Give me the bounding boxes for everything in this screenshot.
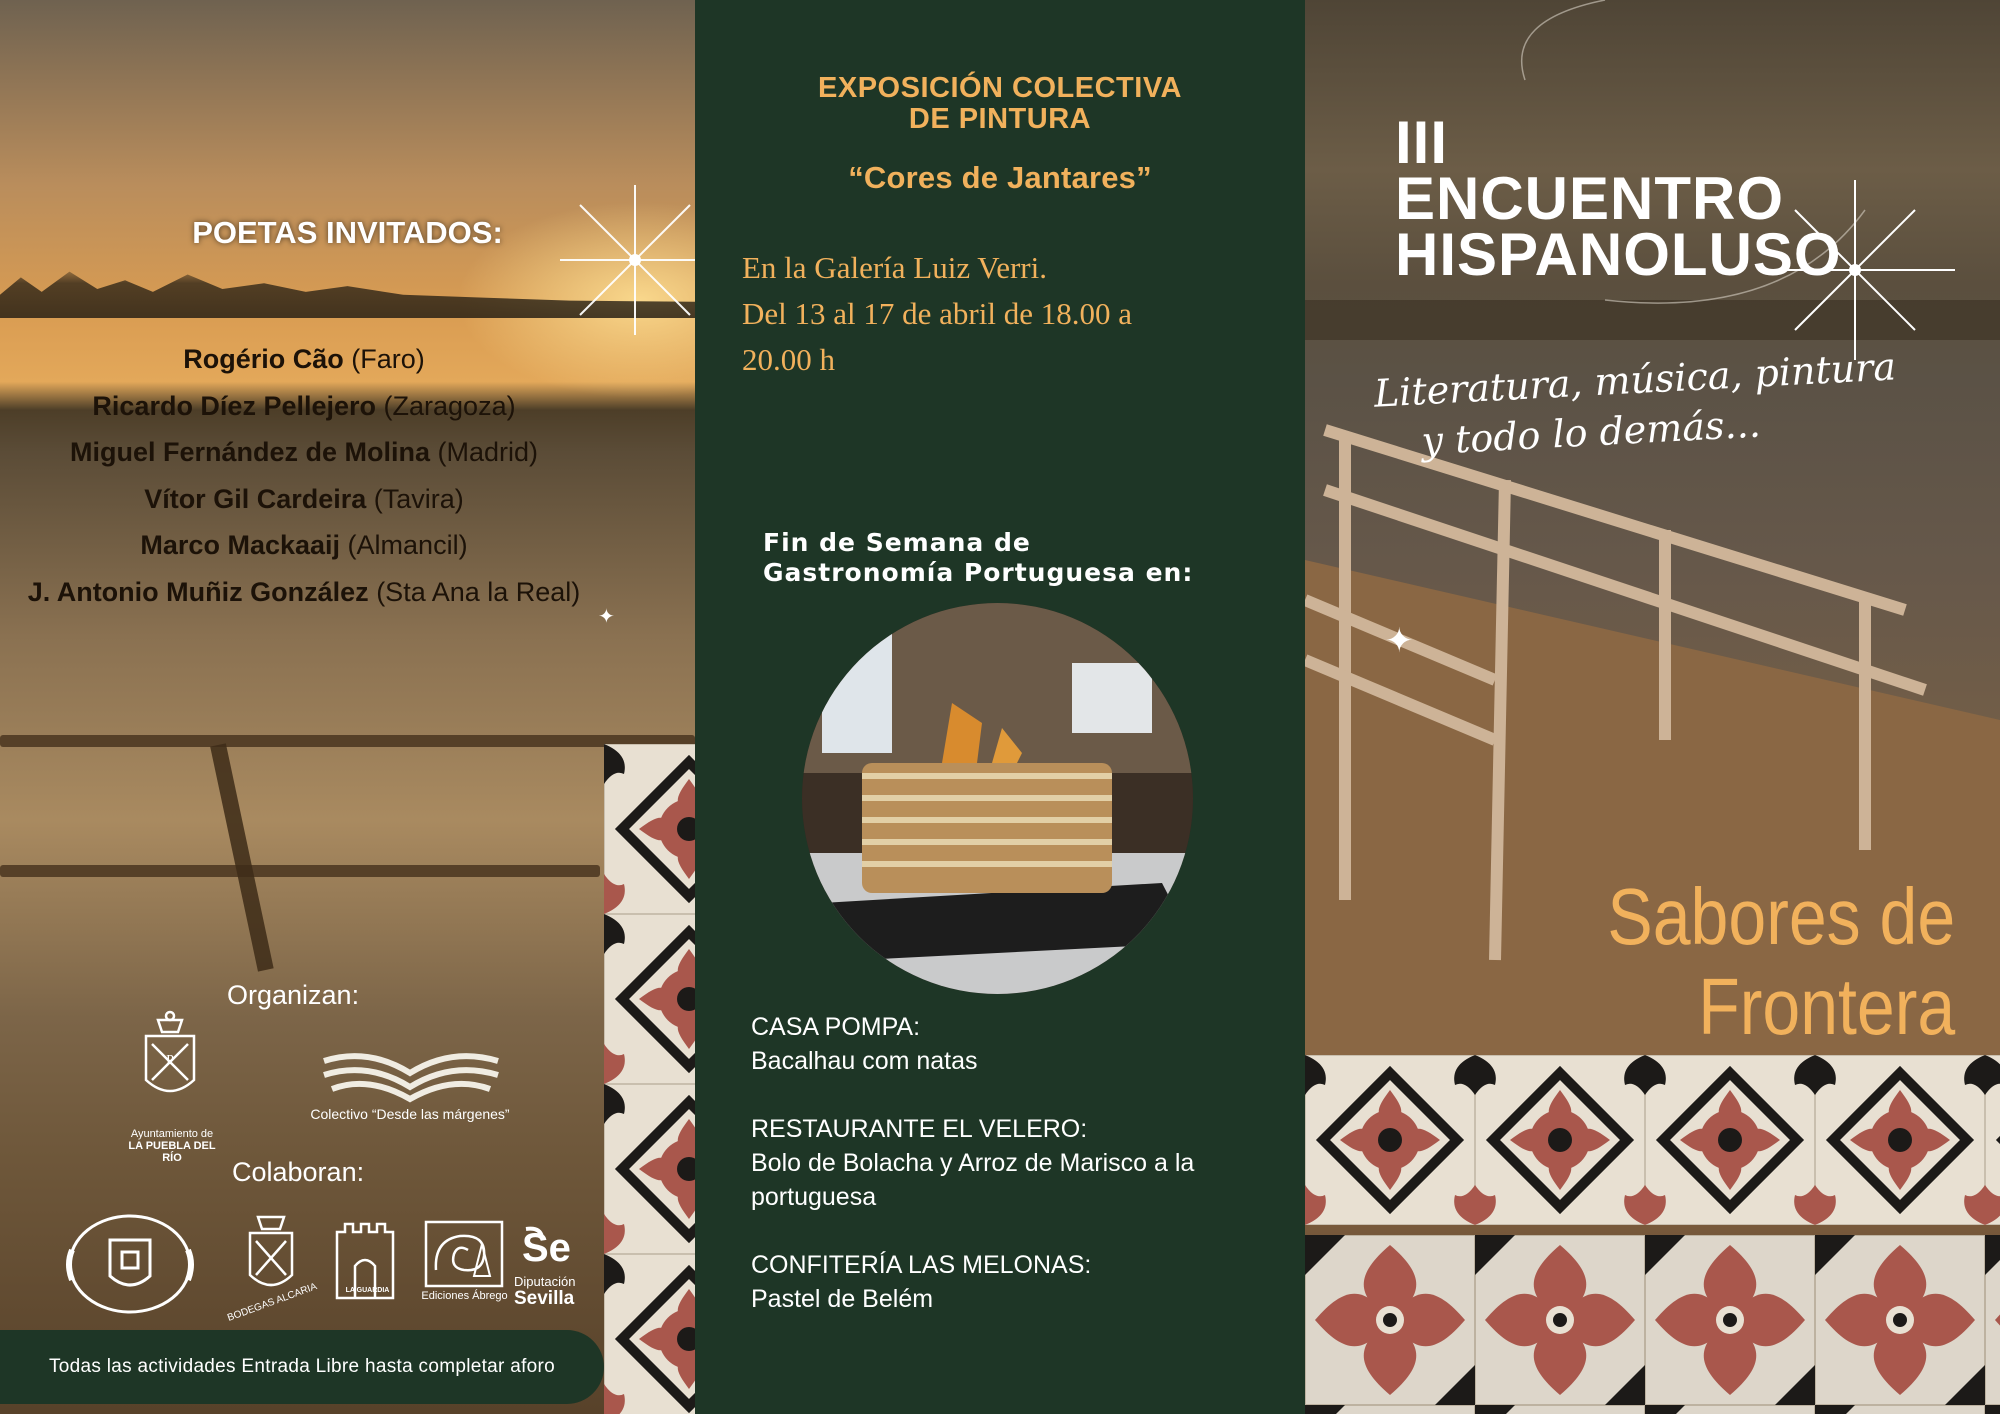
list-item	[0, 383, 608, 430]
cake-photo	[802, 603, 1193, 994]
left-panel	[0, 0, 695, 1414]
gallery-line2: Del 13 al 17 de abril de 18.00 a	[742, 296, 1132, 331]
bodegas-caption: BODEGAS ALCARIA	[226, 1281, 319, 1324]
portuguese-crest-icon	[62, 1210, 198, 1318]
gastronomy-heading-line2: Gastronomía Portuguesa en:	[763, 558, 1194, 587]
list-item	[0, 476, 608, 523]
poet-name: J. Antonio Muñiz González	[27, 576, 369, 607]
poet-place: (Tavira)	[373, 483, 464, 514]
diputacion-caption-line2: Sevilla	[514, 1288, 575, 1309]
ayuntamiento-caption-line1: Ayuntamiento de	[130, 1128, 214, 1140]
event-title-line2: ENCUENTRO	[1395, 165, 1785, 232]
poet-place: (Almancil)	[347, 530, 468, 560]
event-title-numeral: III	[1395, 109, 1449, 176]
abrego-logo-icon	[424, 1220, 504, 1288]
sabores-title-line1: Sabores de	[1607, 872, 1955, 961]
list-item	[751, 1112, 1251, 1214]
railing-mid	[0, 865, 600, 877]
restaurant-dish: Pastel de Belém	[751, 1285, 934, 1313]
tile-row-bottom	[1305, 1235, 2000, 1414]
diputacion-caption	[514, 1275, 594, 1309]
restaurant-list	[751, 1010, 1251, 1350]
svg-text:Ρ: Ρ	[166, 1053, 174, 1068]
poets-list	[0, 336, 608, 615]
middle-panel	[695, 0, 1305, 1414]
ayuntamiento-crest-icon	[128, 1010, 212, 1125]
exhibition-title-line1: EXPOSICIÓN COLECTIVA	[818, 72, 1182, 104]
guardia-caption: LA GUARDIA	[345, 1287, 390, 1294]
diputacion-logo-icon	[522, 1225, 590, 1267]
restaurant-name: CONFITERÍA LAS MELONAS:	[751, 1251, 1092, 1279]
gallery-line3: 20.00 h	[742, 342, 835, 377]
exhibition-title	[695, 73, 1305, 135]
poet-name: Marco Mackaaij	[140, 530, 341, 560]
event-title-line3: HISPANOLUSO	[1395, 221, 1842, 288]
restaurant-dish: Bacalhau com natas	[751, 1047, 978, 1075]
free-entry-banner: Todas las actividades Entrada Libre hasta completar aforo	[0, 1330, 604, 1404]
gastronomy-heading	[763, 528, 1193, 588]
colectivo-caption: Colectivo “Desde las márgenes”	[310, 1106, 510, 1122]
open-book-icon	[318, 1045, 504, 1103]
poets-heading: POETAS INVITADOS:	[192, 215, 503, 250]
poet-place: (Sta Ana la Real)	[376, 576, 581, 607]
tile-row-top	[1305, 1055, 2000, 1225]
tagline-line1: Literatura, música, pintura	[1372, 344, 1897, 416]
event-title	[1395, 109, 1842, 288]
list-item	[0, 522, 608, 569]
svg-text:✦: ✦	[1385, 622, 1414, 660]
gallery-line1: En la Galería Luiz Verri.	[742, 250, 1047, 285]
poet-name: Rogério Cão	[183, 344, 344, 374]
abrego-caption: Ediciones Ábrego	[421, 1290, 508, 1302]
poet-name: Vítor Gil Cardeira	[144, 483, 367, 514]
list-item	[751, 1010, 1251, 1078]
exhibition-title-line2: DE PINTURA	[908, 103, 1092, 135]
list-item	[751, 1248, 1251, 1316]
poet-place: (Zaragoza)	[383, 390, 516, 421]
gastronomy-heading-line1: Fin de Semana de	[763, 528, 1031, 557]
sparkle-icon	[560, 185, 695, 335]
diputacion-caption-line1: Diputación	[514, 1274, 576, 1289]
railing-post	[210, 743, 273, 971]
organizan-label: Organizan:	[227, 980, 360, 1010]
poet-name: Miguel Fernández de Molina	[69, 437, 430, 467]
list-item	[0, 569, 608, 616]
poet-name: Ricardo Díez Pellejero	[92, 390, 377, 421]
sabores-title-line2: Frontera	[1698, 962, 1955, 1051]
ayuntamiento-caption-line2: LA PUEBLA DEL RÍO	[128, 1140, 216, 1164]
tagline-line2: y todo lo demás...	[1420, 401, 1762, 464]
tile-strip-left	[604, 744, 695, 1414]
colaboran-label: Colaboran:	[232, 1157, 365, 1187]
gallery-details	[742, 245, 1262, 383]
ayuntamiento-caption	[118, 1128, 226, 1164]
restaurant-name: RESTAURANTE EL VELERO:	[751, 1115, 1088, 1143]
svg-text:Se: Se	[522, 1226, 571, 1267]
poet-place: (Madrid)	[437, 437, 539, 467]
exhibition-subtitle: “Cores de Jantares”	[848, 160, 1152, 195]
sabores-title	[1607, 872, 1955, 1052]
small-sparkle-icon: ✦	[598, 606, 615, 628]
list-item	[0, 429, 608, 476]
railing-top	[0, 735, 695, 747]
restaurant-name: CASA POMPA:	[751, 1013, 921, 1041]
list-item	[0, 336, 608, 383]
poet-place: (Faro)	[351, 344, 425, 374]
restaurant-dish: Bolo de Bolacha y Arroz de Marisco a la portuguesa	[751, 1149, 1195, 1211]
right-panel	[1305, 0, 2000, 1414]
